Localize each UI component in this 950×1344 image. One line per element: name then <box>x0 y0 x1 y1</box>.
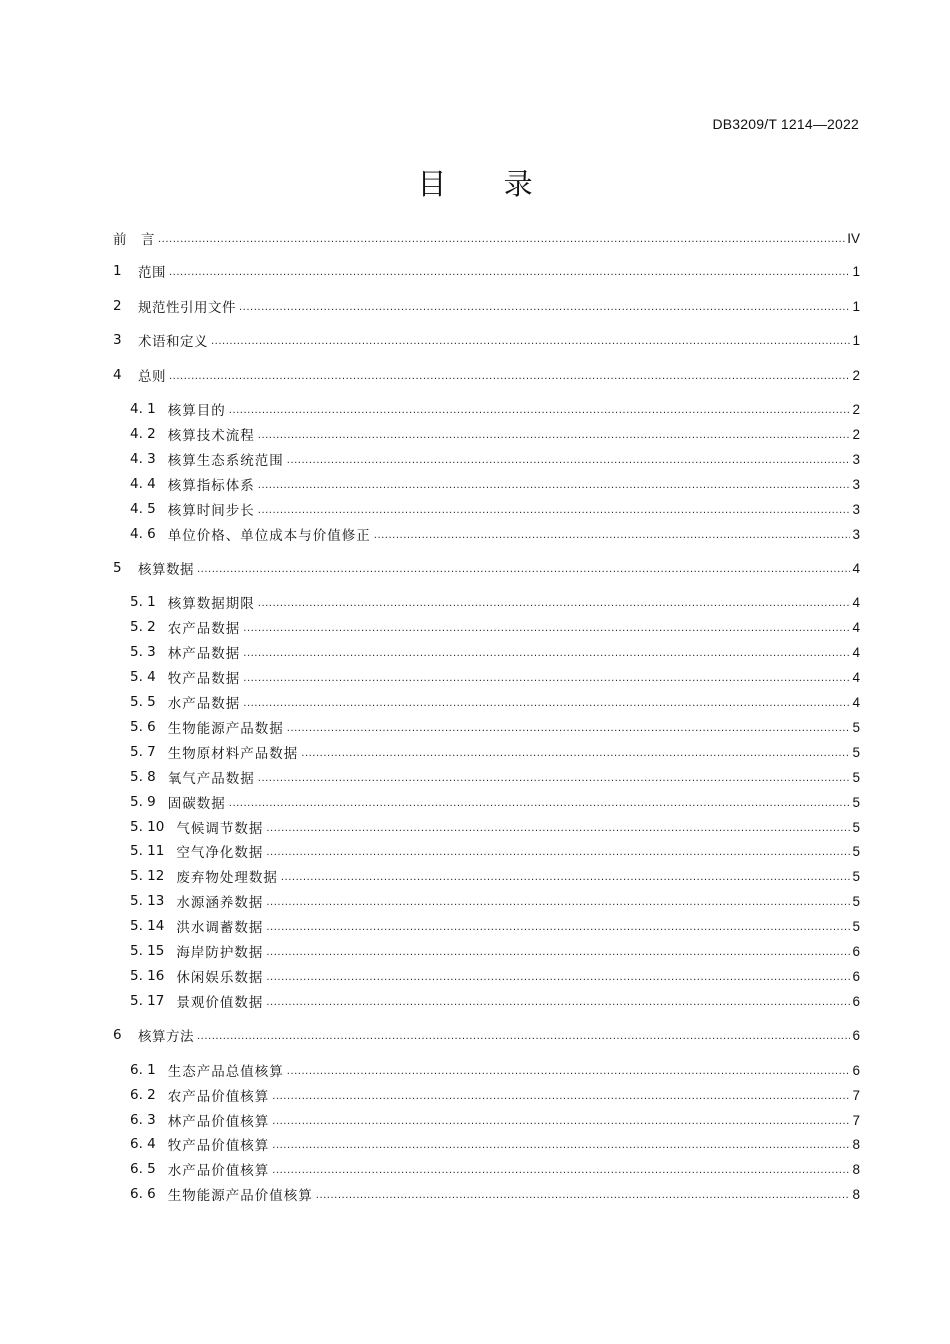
toc-leader-dots <box>266 818 850 836</box>
toc-entry-title: 生物原材料产品数据 <box>167 746 299 762</box>
toc-entry-title: 前 言 <box>113 232 155 248</box>
toc-leader-dots <box>258 425 851 443</box>
toc-entry-title: 核算数据期限 <box>167 596 255 612</box>
toc-leader-dots <box>301 743 850 761</box>
toc-leader-dots <box>243 618 850 636</box>
toc-leader-dots <box>258 500 851 518</box>
toc-leader-dots <box>287 450 851 468</box>
toc-entry-title: 生物能源产品数据 <box>167 721 284 737</box>
toc-entry-page: 3 <box>852 476 860 492</box>
toc-leader-dots <box>266 992 850 1010</box>
toc-entry[interactable] <box>130 743 860 761</box>
toc-entry-number: 5. 4 <box>130 669 156 685</box>
toc-entry-title: 术语和定义 <box>138 334 208 350</box>
toc-entry-page: IV <box>847 230 860 246</box>
toc-entry[interactable] <box>130 942 860 960</box>
toc-entry-number: 5. 6 <box>130 719 156 735</box>
toc-entry-title: 农产品价值核算 <box>167 1089 270 1105</box>
toc-entry-page: 2 <box>852 426 860 442</box>
toc-entry[interactable] <box>130 917 860 935</box>
toc-entry[interactable] <box>113 559 860 577</box>
toc-entry-number: 5. 10 <box>130 819 165 835</box>
toc-entry-number: 5. 16 <box>130 968 165 984</box>
toc-entry-title: 生态产品总值核算 <box>167 1064 284 1080</box>
toc-entry-number: 5. 9 <box>130 794 156 810</box>
toc-entry-number: 4. 3 <box>130 451 156 467</box>
toc-entry-page: 3 <box>852 526 860 542</box>
toc-entry[interactable] <box>113 366 860 384</box>
toc-leader-dots <box>169 366 850 384</box>
toc-entry[interactable] <box>130 768 860 786</box>
toc-entry-title: 规范性引用文件 <box>138 300 236 316</box>
toc-leader-dots <box>316 1185 851 1203</box>
toc-entry-page: 2 <box>852 401 860 417</box>
toc-entry[interactable] <box>130 525 860 543</box>
toc-entry[interactable] <box>113 262 860 280</box>
toc-entry-page: 4 <box>852 669 860 685</box>
toc-leader-dots <box>211 331 850 349</box>
toc-leader-dots <box>258 593 851 611</box>
toc-entry-number: 4. 6 <box>130 526 156 542</box>
toc-entry-number: 5. 5 <box>130 694 156 710</box>
toc-entry-title: 农产品数据 <box>167 621 241 637</box>
toc-entry-title: 核算目的 <box>167 403 226 419</box>
toc-entry-number: 6. 6 <box>130 1186 156 1202</box>
toc-entry-number: 1 <box>113 263 122 279</box>
toc-entry[interactable] <box>130 400 860 418</box>
toc-entry-number: 5. 1 <box>130 594 156 610</box>
toc-entry-title: 核算指标体系 <box>167 478 255 494</box>
toc-entry-number: 4 <box>113 367 122 383</box>
toc-leader-dots <box>272 1111 850 1129</box>
toc-entry-title: 海岸防护数据 <box>176 945 264 961</box>
toc-entry-number: 5. 2 <box>130 619 156 635</box>
toc-leader-dots <box>266 967 850 985</box>
toc-entry-page: 1 <box>852 332 860 348</box>
toc-entry-number: 6 <box>113 1027 122 1043</box>
toc-entry[interactable] <box>130 892 860 910</box>
toc-entry[interactable] <box>130 475 860 493</box>
toc-entry-page: 5 <box>852 893 860 909</box>
toc-entry-title: 单位价格、单位成本与价值修正 <box>167 528 371 544</box>
toc-entry-page: 6 <box>852 968 860 984</box>
toc-entry[interactable] <box>113 331 860 349</box>
toc-leader-dots <box>281 867 851 885</box>
document-code: DB3209/T 1214—2022 <box>712 116 859 132</box>
toc-leader-dots <box>272 1086 850 1104</box>
toc-entry-page: 1 <box>852 298 860 314</box>
toc-entry-title: 核算时间步长 <box>167 503 255 519</box>
toc-leader-dots <box>374 525 851 543</box>
toc-entry[interactable] <box>113 1026 860 1044</box>
toc-entry-title: 水产品价值核算 <box>167 1163 270 1179</box>
toc-entry[interactable] <box>130 450 860 468</box>
toc-leader-dots <box>229 400 851 418</box>
toc-entry-title: 氧气产品数据 <box>167 771 255 787</box>
toc-entry-title: 总则 <box>138 369 166 385</box>
toc-entry[interactable] <box>130 500 860 518</box>
toc-entry[interactable] <box>130 618 860 636</box>
toc-entry-title: 废弃物处理数据 <box>176 870 278 886</box>
toc-entry[interactable] <box>130 718 860 736</box>
toc-entry-page: 5 <box>852 868 860 884</box>
toc-entry-title: 水产品数据 <box>167 696 241 712</box>
toc-entry-page: 7 <box>852 1112 860 1128</box>
toc-entry-page: 2 <box>852 367 860 383</box>
toc-entry[interactable] <box>130 818 860 836</box>
toc-entry[interactable] <box>130 1135 860 1153</box>
toc-entry-title: 生物能源产品价值核算 <box>167 1188 313 1204</box>
toc-entry-page: 3 <box>852 501 860 517</box>
toc-entry-number: 5. 12 <box>130 868 165 884</box>
toc-entry[interactable] <box>130 425 860 443</box>
toc-entry-page: 6 <box>852 943 860 959</box>
toc-entry-page: 8 <box>852 1186 860 1202</box>
toc-entry-number: 5. 14 <box>130 918 165 934</box>
toc-entry-page: 5 <box>852 769 860 785</box>
toc-entry-page: 4 <box>852 644 860 660</box>
toc-entry-page: 5 <box>852 819 860 835</box>
toc-entry-number: 5. 17 <box>130 993 165 1009</box>
toc-leader-dots <box>272 1160 850 1178</box>
toc-entry[interactable] <box>113 297 860 315</box>
toc-entry-number: 4. 5 <box>130 501 156 517</box>
toc-leader-dots <box>266 842 850 860</box>
toc-entry-number: 5. 15 <box>130 943 165 959</box>
toc-entry[interactable] <box>130 693 860 711</box>
toc-entry-number: 6. 5 <box>130 1161 156 1177</box>
toc-leader-dots <box>266 892 850 910</box>
toc-entry-number: 5. 8 <box>130 769 156 785</box>
toc-entry-page: 6 <box>852 993 860 1009</box>
toc-entry-number: 4. 4 <box>130 476 156 492</box>
toc-entry-title: 林产品价值核算 <box>167 1114 270 1130</box>
toc-entry-page: 4 <box>852 619 860 635</box>
toc-leader-dots <box>272 1135 850 1153</box>
toc-leader-dots <box>258 475 851 493</box>
toc-leader-dots <box>239 297 850 315</box>
toc-entry[interactable] <box>130 793 860 811</box>
toc-entry[interactable] <box>130 867 860 885</box>
toc-entry-page: 1 <box>852 263 860 279</box>
toc-entry-page: 3 <box>852 451 860 467</box>
toc-entry-title: 范围 <box>138 265 166 281</box>
toc-entry-page: 5 <box>852 918 860 934</box>
toc-entry-number: 6. 4 <box>130 1136 156 1152</box>
toc-entry-title: 牧产品价值核算 <box>167 1138 270 1154</box>
toc-entry-title: 固碳数据 <box>167 796 226 812</box>
toc-entry-number: 4. 1 <box>130 401 156 417</box>
toc-entry-number: 3 <box>113 332 122 348</box>
toc-entry[interactable] <box>130 967 860 985</box>
toc-entry[interactable] <box>130 1185 860 1203</box>
toc-entry-page: 6 <box>852 1027 860 1043</box>
toc-entry-title: 林产品数据 <box>167 646 241 662</box>
toc-entry-title: 空气净化数据 <box>176 845 264 861</box>
toc-entry[interactable] <box>130 1086 860 1104</box>
toc-entry-title: 水源涵养数据 <box>176 895 264 911</box>
toc-entry[interactable] <box>130 1111 860 1129</box>
toc-entry-title: 牧产品数据 <box>167 671 241 687</box>
toc-entry-number: 5. 7 <box>130 744 156 760</box>
toc-entry-page: 8 <box>852 1136 860 1152</box>
toc-leader-dots <box>243 643 850 661</box>
toc-entry[interactable] <box>130 668 860 686</box>
toc-entry-page: 6 <box>852 1062 860 1078</box>
toc-entry-title: 核算生态系统范围 <box>167 453 284 469</box>
toc-entry-page: 5 <box>852 744 860 760</box>
toc-leader-dots <box>287 718 851 736</box>
toc-leader-dots <box>197 559 850 577</box>
toc-entry[interactable] <box>113 229 860 247</box>
toc-leader-dots <box>169 262 850 280</box>
toc-entry-title: 休闲娱乐数据 <box>176 970 264 986</box>
toc-entry[interactable] <box>130 1160 860 1178</box>
toc-leader-dots <box>243 693 850 711</box>
toc-entry[interactable] <box>130 593 860 611</box>
toc-entry-page: 5 <box>852 843 860 859</box>
toc-entry-title: 气候调节数据 <box>176 821 264 837</box>
toc-entry-page: 4 <box>852 560 860 576</box>
toc-entry-page: 5 <box>852 794 860 810</box>
toc-entry-number: 4. 2 <box>130 426 156 442</box>
toc-leader-dots <box>287 1061 851 1079</box>
toc-entry-number: 2 <box>113 298 122 314</box>
toc-entry-page: 4 <box>852 594 860 610</box>
toc-leader-dots <box>229 793 851 811</box>
toc-entry-title: 核算数据 <box>138 562 194 578</box>
toc-leader-dots <box>197 1026 850 1044</box>
toc-leader-dots <box>158 229 845 247</box>
toc-entry-page: 5 <box>852 719 860 735</box>
toc-entry-title: 洪水调蓄数据 <box>176 920 264 936</box>
toc-leader-dots <box>266 917 850 935</box>
toc-entry-number: 5. 13 <box>130 893 165 909</box>
page-title: 目 录 <box>417 167 557 201</box>
toc-entry-title: 核算技术流程 <box>167 428 255 444</box>
toc-entry[interactable] <box>130 842 860 860</box>
toc-entry-number: 5. 3 <box>130 644 156 660</box>
toc-entry-number: 5 <box>113 560 122 576</box>
toc-leader-dots <box>266 942 850 960</box>
toc-entry-page: 7 <box>852 1087 860 1103</box>
toc-entry[interactable] <box>130 992 860 1010</box>
toc-entry-number: 6. 2 <box>130 1087 156 1103</box>
toc-entry-page: 4 <box>852 694 860 710</box>
toc-entry[interactable] <box>130 643 860 661</box>
toc-leader-dots <box>258 768 851 786</box>
toc-entry[interactable] <box>130 1061 860 1079</box>
toc-leader-dots <box>243 668 850 686</box>
toc-entry-number: 6. 1 <box>130 1062 156 1078</box>
toc-entry-title: 景观价值数据 <box>176 995 264 1011</box>
toc-entry-page: 8 <box>852 1161 860 1177</box>
toc-entry-number: 6. 3 <box>130 1112 156 1128</box>
toc-entry-title: 核算方法 <box>138 1029 194 1045</box>
toc-entry-number: 5. 11 <box>130 843 165 859</box>
